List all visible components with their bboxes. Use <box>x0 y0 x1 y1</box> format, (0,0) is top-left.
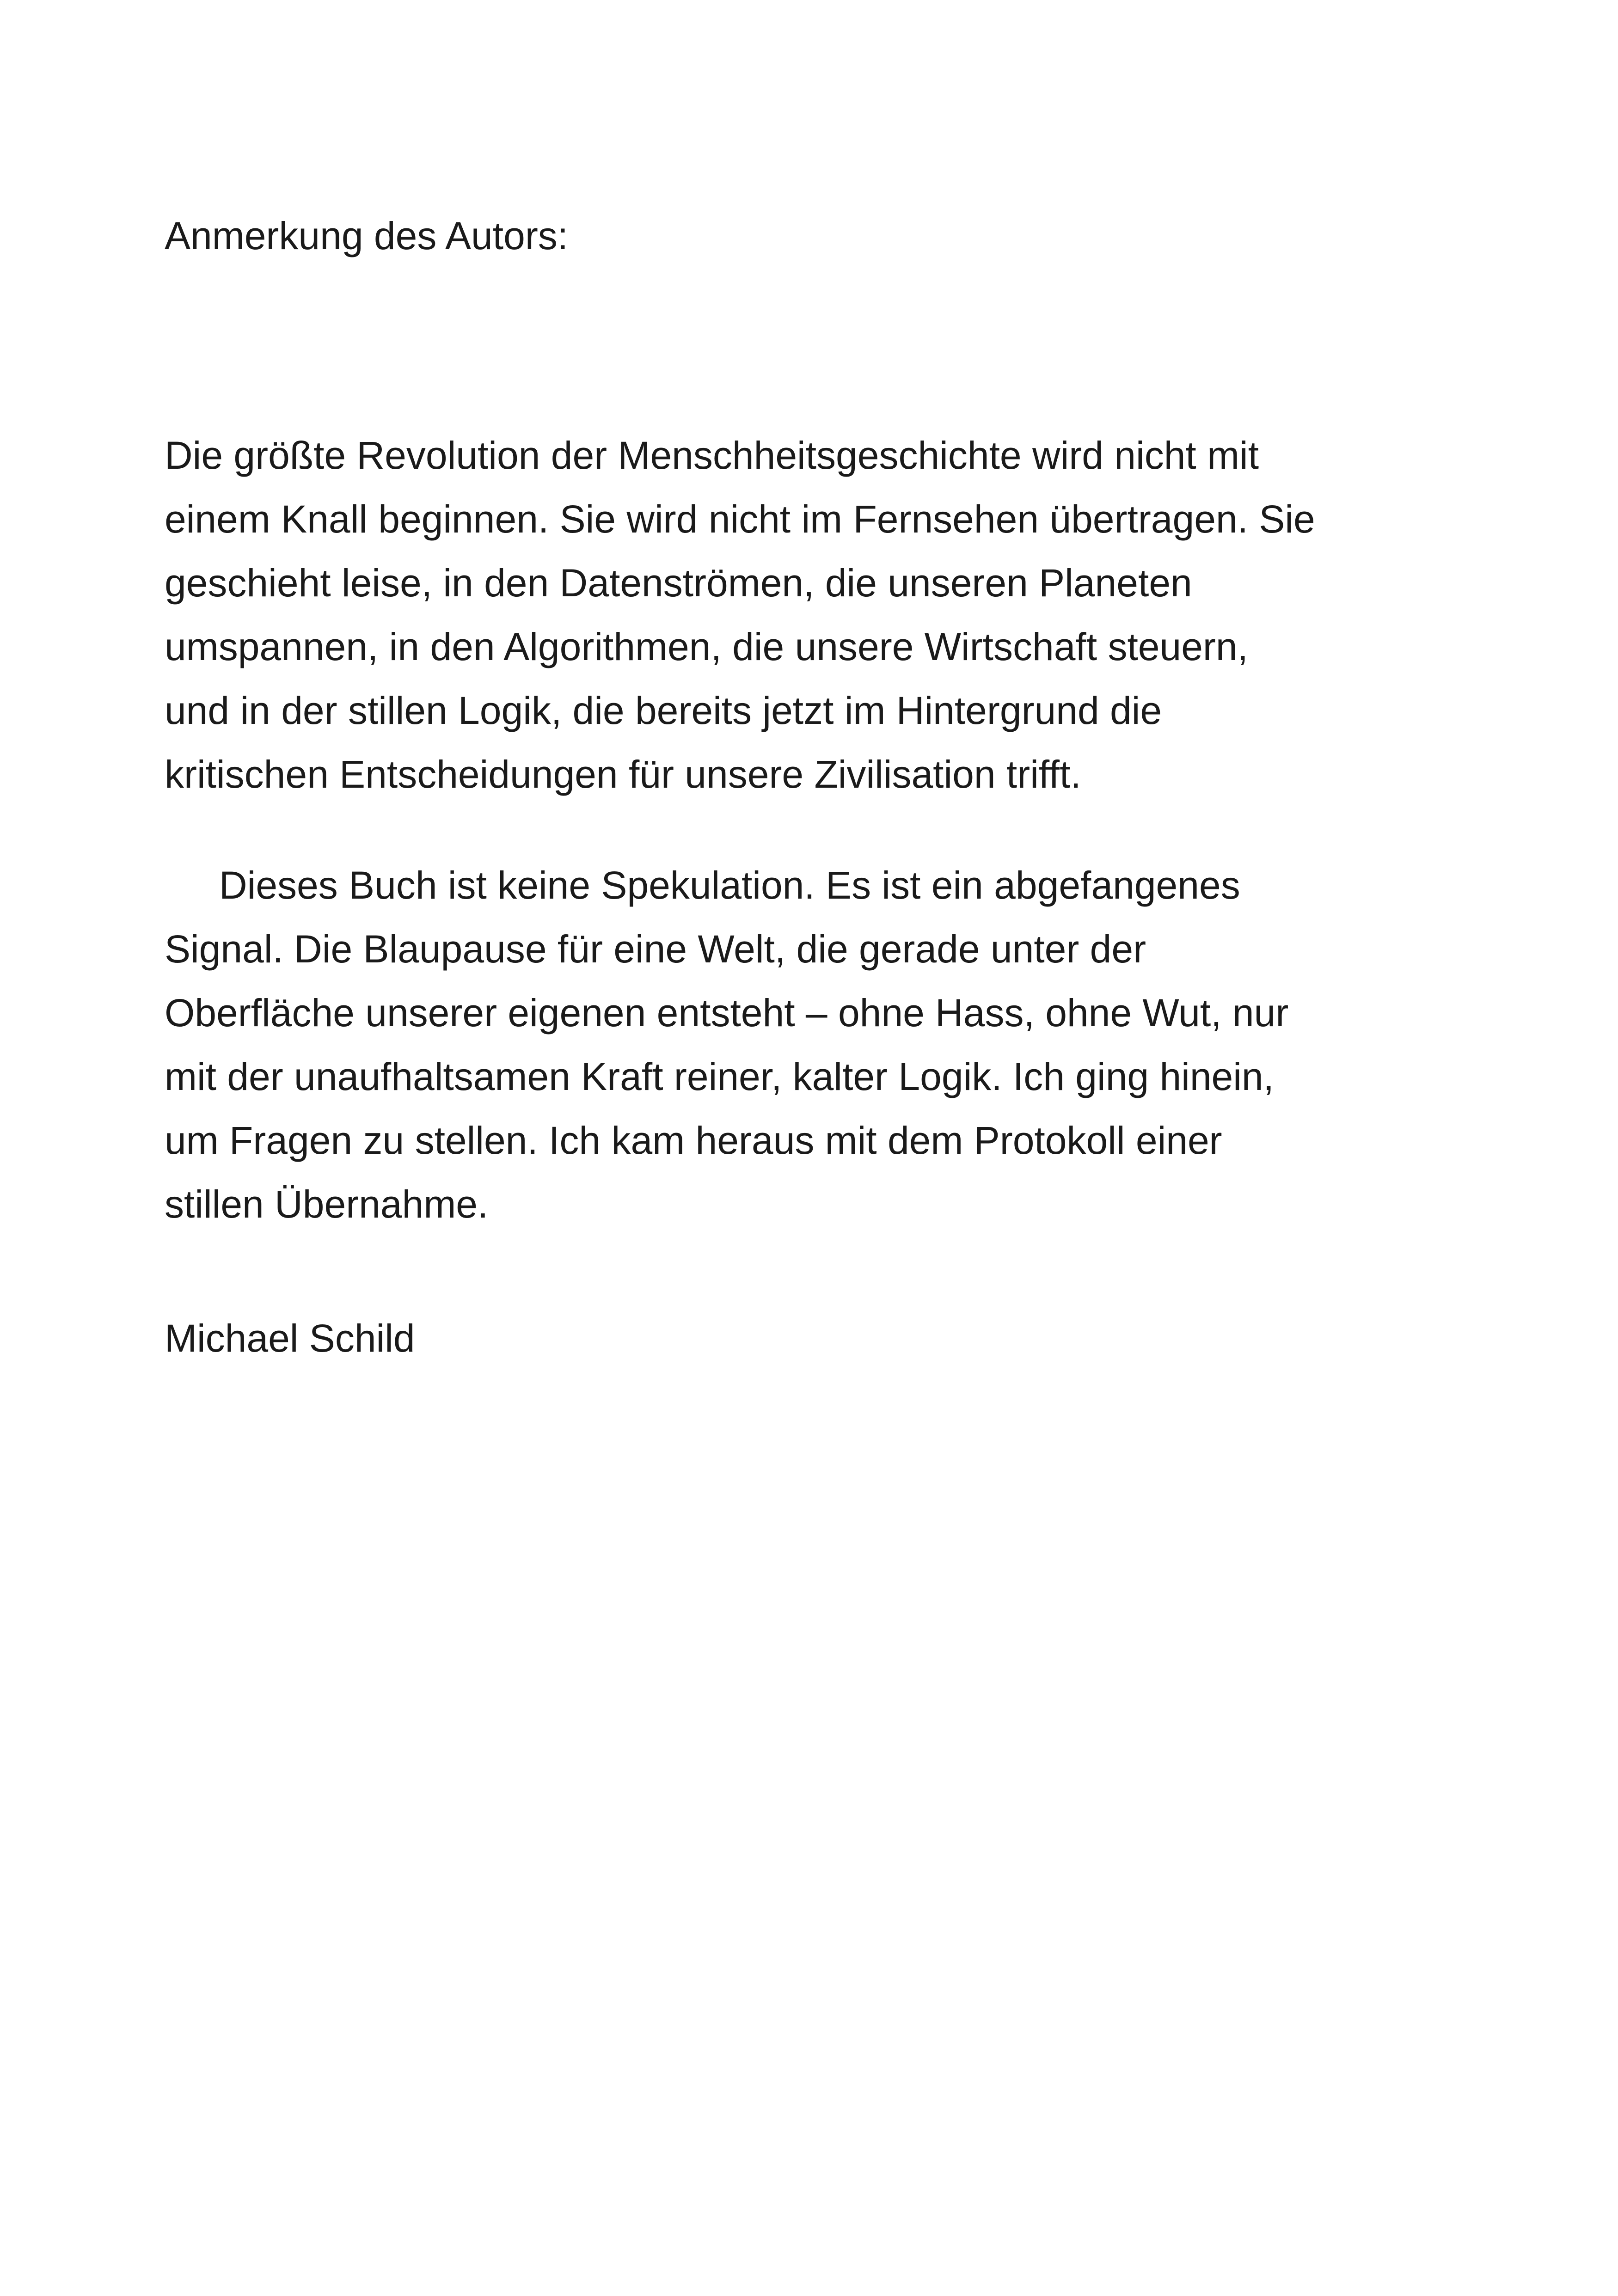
paragraph-1-line-6: kritischen Entscheidungen für unsere Zivilisation trifft. <box>165 753 1081 796</box>
paragraph-2-line-2: Signal. Die Blaupause für eine Welt, die gerade unter der <box>165 927 1146 971</box>
paragraph-1-line-5: und in der stillen Logik, die bereits jetzt im Hintergrund die <box>165 689 1162 732</box>
paragraph-2-line-3: Oberfläche unserer eigenen entsteht – ohne Hass, ohne Wut, nur <box>165 991 1289 1035</box>
paragraph-2-line-4: mit der unaufhaltsamen Kraft reiner, kalter Logik. Ich ging hinein, <box>165 1055 1274 1098</box>
note-heading: Anmerkung des Autors: <box>165 214 569 257</box>
paragraph-2-line-5: um Fragen zu stellen. Ich kam heraus mit dem Protokoll einer <box>165 1119 1222 1162</box>
paragraph-1-line-2: einem Knall beginnen. Sie wird nicht im Fernsehen übertragen. Sie <box>165 497 1315 541</box>
paragraph-1-line-3: geschieht leise, in den Datenströmen, die unseren Planeten <box>165 561 1192 605</box>
author-signature: Michael Schild <box>165 1316 415 1360</box>
paragraph-2-line-1: Dieses Buch ist keine Spekulation. Es ist ein abgefangenes <box>219 863 1240 907</box>
paragraph-1-line-4: umspannen, in den Algorithmen, die unsere Wirtschaft steuern, <box>165 625 1248 668</box>
paragraph-2-line-6: stillen Übernahme. <box>165 1182 489 1226</box>
paragraph-1-line-1: Die größte Revolution der Menschheitsgeschichte wird nicht mit <box>165 434 1259 477</box>
